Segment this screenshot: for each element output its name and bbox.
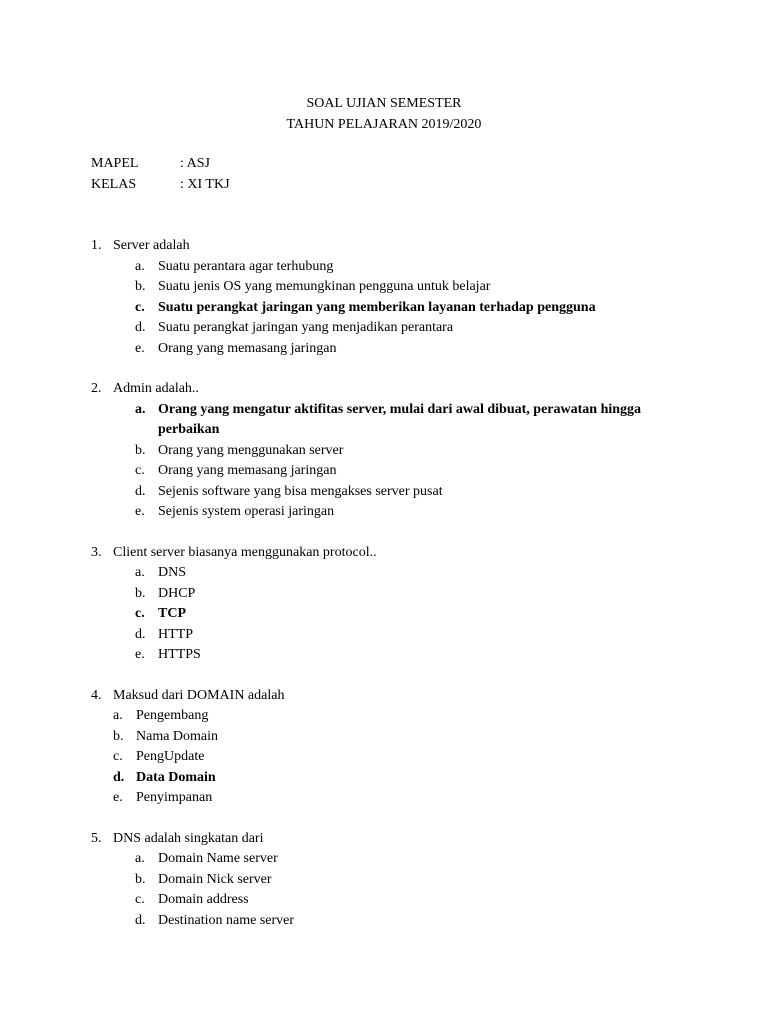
question-text: Client server biasanya menggunakan protocol.. [113, 544, 377, 560]
question-number: 4. [91, 687, 102, 703]
question-5 [91, 829, 651, 932]
option-text: PengUpdate [136, 749, 205, 764]
option-letter: c. [135, 606, 145, 621]
option-letter: a. [113, 708, 123, 723]
question-number: 1. [91, 238, 102, 253]
question-number: 2. [91, 381, 102, 396]
option-text: Pengembang [136, 708, 209, 723]
option-text: Sejenis software yang bisa mengakses server pusat [158, 483, 443, 499]
option-a [91, 706, 651, 727]
option-text: Penyimpanan [136, 790, 213, 805]
option-text: Suatu perantara agar terhubung [158, 258, 334, 274]
option-c-answer [91, 298, 651, 319]
question-text: DNS adalah singkatan dari [113, 830, 264, 846]
option-letter: a. [135, 401, 146, 417]
question-4 [91, 686, 651, 809]
option-d [91, 482, 651, 503]
option-letter: b. [113, 728, 124, 744]
meta-value: : XI TKJ [180, 176, 230, 192]
question-stem [91, 829, 651, 850]
question-1 [91, 236, 651, 359]
question-number: 3. [91, 544, 102, 560]
option-text: TCP [158, 606, 186, 621]
option-e [91, 645, 651, 666]
option-letter: b. [135, 442, 146, 458]
question-number: 5. [91, 830, 102, 846]
option-text: Domain address [158, 892, 249, 907]
option-a [91, 563, 651, 584]
option-a-answer [91, 400, 651, 441]
option-text: DHCP [158, 585, 196, 601]
option-letter: c. [135, 299, 145, 315]
meta-block [91, 154, 230, 195]
option-d [91, 625, 651, 646]
option-text: Orang yang menggunakan server [158, 442, 344, 458]
question-stem [91, 236, 651, 257]
option-letter: d. [135, 626, 146, 642]
option-letter: d. [135, 483, 146, 499]
question-text: Admin adalah.. [113, 381, 199, 396]
option-d [91, 318, 651, 339]
option-text: Domain Name server [158, 851, 278, 866]
option-text: Orang yang memasang jaringan [158, 340, 337, 356]
option-b [91, 441, 651, 462]
option-text: Suatu perangkat jaringan yang menjadikan perantara [158, 320, 454, 335]
option-text: Orang yang memasang jaringan [158, 463, 337, 478]
option-c [91, 890, 651, 911]
option-b [91, 870, 651, 891]
question-3 [91, 543, 651, 666]
option-letter: a. [135, 851, 145, 866]
option-d-answer [91, 768, 651, 789]
option-letter: b. [135, 871, 146, 887]
option-list [91, 257, 651, 360]
option-letter: b. [135, 585, 146, 601]
option-a [91, 257, 651, 278]
option-letter: a. [135, 258, 145, 274]
meta-label: MAPEL [91, 156, 139, 171]
meta-row-mapel [91, 154, 230, 175]
question-stem [91, 543, 651, 564]
option-list [91, 400, 651, 523]
option-c-answer [91, 604, 651, 625]
option-letter: e. [135, 504, 145, 519]
option-letter: e. [113, 790, 123, 805]
option-letter: c. [135, 463, 145, 478]
option-text: Suatu jenis OS yang memungkinan pengguna untuk belajar [158, 279, 491, 294]
option-letter: d. [135, 912, 146, 928]
option-e [91, 788, 651, 809]
question-stem [91, 379, 651, 400]
option-c [91, 747, 651, 768]
question-list [91, 236, 651, 951]
option-a [91, 849, 651, 870]
option-text: Nama Domain [136, 728, 219, 744]
option-e [91, 502, 651, 523]
question-text: Maksud dari DOMAIN adalah [113, 687, 285, 703]
option-text: HTTPS [158, 647, 201, 662]
option-text: Suatu perangkat jaringan yang memberikan layanan terhadap pengguna [158, 299, 596, 315]
option-letter: a. [135, 565, 145, 580]
option-b [91, 727, 651, 748]
option-list [91, 849, 651, 931]
question-text: Server adalah [113, 238, 190, 253]
option-letter: d. [113, 769, 125, 785]
document-title: SOAL UJIAN SEMESTER [306, 96, 462, 111]
option-text: HTTP [158, 626, 193, 642]
question-stem [91, 686, 651, 707]
option-e [91, 339, 651, 360]
option-text: Sejenis system operasi jaringan [158, 504, 335, 519]
option-c [91, 461, 651, 482]
option-letter: e. [135, 647, 145, 662]
option-letter: c. [113, 749, 123, 764]
option-letter: d. [135, 320, 146, 335]
option-text: DNS [158, 565, 187, 580]
option-letter: e. [135, 340, 145, 356]
meta-row-kelas [91, 175, 230, 196]
meta-value: : ASJ [180, 156, 210, 171]
option-letter: b. [135, 279, 146, 294]
option-text: Domain Nick server [158, 871, 272, 887]
option-text: Data Domain [136, 769, 216, 785]
document-subtitle: TAHUN PELAJARAN 2019/2020 [286, 116, 482, 132]
option-list [91, 563, 651, 666]
document-header [0, 94, 768, 135]
option-b [91, 277, 651, 298]
option-list [91, 706, 651, 809]
option-d [91, 911, 651, 932]
meta-label: KELAS [91, 176, 137, 192]
option-letter: c. [135, 892, 145, 907]
option-text: Orang yang mengatur aktifitas server, mulai dari awal dibuat, perawatan hingga perbaikan [158, 401, 642, 437]
option-text: Destination name server [158, 912, 295, 928]
question-2 [91, 379, 651, 523]
option-b [91, 584, 651, 605]
